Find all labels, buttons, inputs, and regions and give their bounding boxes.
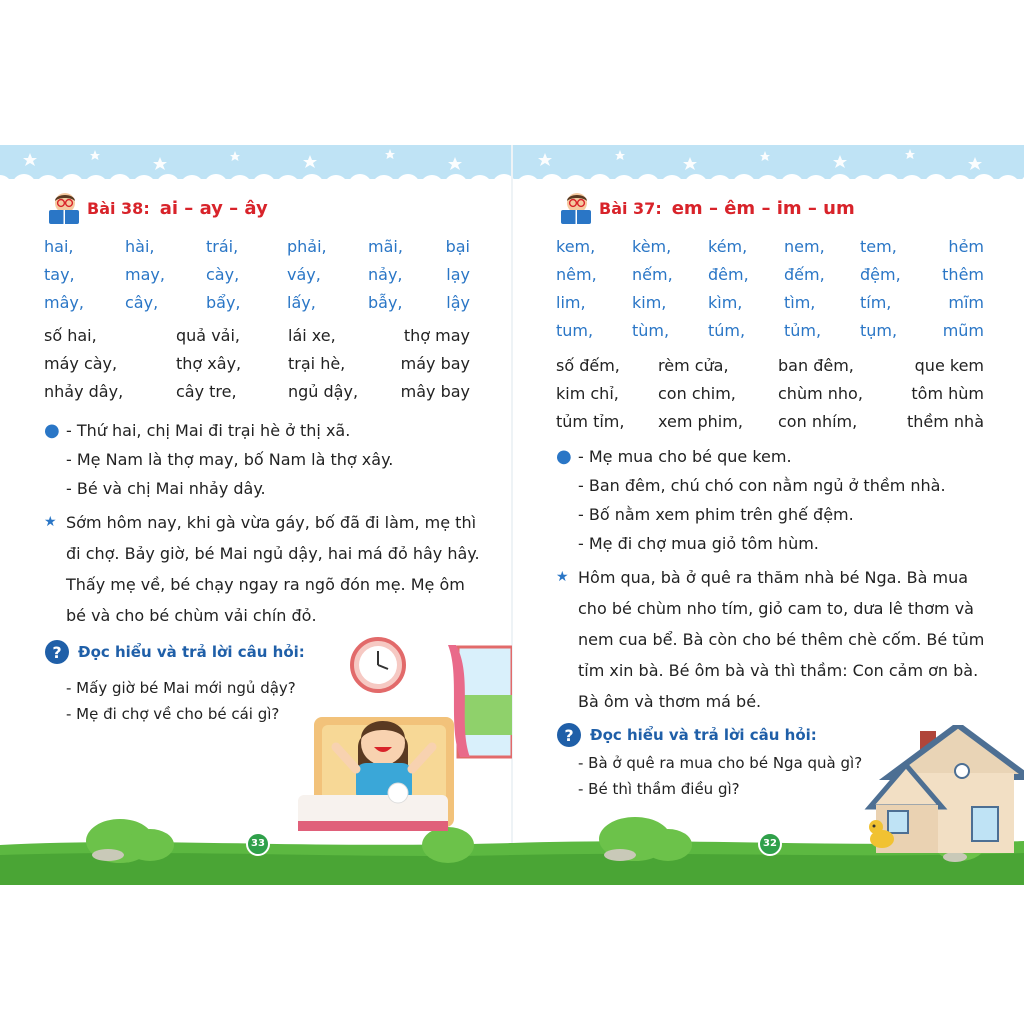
lesson-header [45, 191, 268, 225]
word: túm, [708, 321, 746, 340]
phrase: máy bay [400, 354, 470, 373]
reading-kid-icon [45, 191, 83, 225]
word: nêm, [556, 265, 597, 284]
word: kìm, [708, 293, 743, 312]
question-header [44, 639, 305, 665]
sentence-text: - Thứ hai, chị Mai đi trại hè ở thị xã. [66, 421, 351, 440]
word: tụm, [860, 321, 898, 340]
word: hài, [125, 237, 155, 256]
sentence-list [556, 442, 946, 558]
phrase: trại hè, [288, 354, 346, 373]
word-grid [44, 233, 470, 317]
lesson-number: Bài 38: [87, 198, 150, 218]
word: bẩy, [206, 293, 241, 312]
story-line: tỉm xin bà. Bé ôm bà và thì thầm: Con cảm ơn bà. [578, 661, 979, 680]
question-mark-circle-icon [556, 722, 582, 748]
sentence-item [44, 474, 393, 503]
word: kèm, [632, 237, 672, 256]
sentence-item [44, 445, 393, 474]
question-list [578, 750, 862, 802]
phrase: máy cày, [44, 354, 118, 373]
sentence-item [556, 471, 946, 500]
word: bại [445, 237, 470, 256]
word: tum, [556, 321, 594, 340]
phrase: con chim, [658, 384, 736, 403]
lesson-header [557, 191, 855, 225]
sentence-item [556, 529, 946, 558]
phrase: thợ may [403, 326, 470, 345]
page-number-badge: 32 [758, 832, 782, 856]
word: tùm, [632, 321, 670, 340]
sentence-text: - Mẹ đi chợ mua giỏ tôm hùm. [578, 534, 819, 553]
sentence-text: - Bé và chị Mai nhảy dây. [66, 479, 266, 498]
word: tìm, [784, 293, 816, 312]
word: nem, [784, 237, 825, 256]
word: hẻm [948, 237, 984, 256]
word: thêm [942, 265, 984, 284]
question-list [66, 675, 296, 727]
question-item: - Bà ở quê ra mua cho bé Nga quà gì? [578, 754, 863, 772]
word: tem, [860, 237, 897, 256]
blue-dot-icon: ● [556, 446, 572, 467]
right-page [512, 185, 1002, 875]
phrase: thợ xây, [176, 354, 242, 373]
story-line: nem cua bể. Bà còn cho bé thêm chè cốm. Bé tủm [578, 630, 985, 649]
lesson-sounds: ai – ay – ây [159, 197, 268, 219]
word: mãi, [368, 237, 403, 256]
word: may, [125, 265, 165, 284]
word: mũm [942, 321, 984, 340]
phrase-grid [556, 352, 984, 436]
phrase: thềm nhà [906, 412, 984, 431]
phrase: kim chỉ, [556, 384, 619, 403]
question-item: - Mấy giờ bé Mai mới ngủ dậy? [66, 679, 296, 697]
phrase: xem phim, [658, 412, 743, 431]
phrase: số hai, [44, 326, 97, 345]
phrase: quả vải, [176, 326, 240, 345]
question-mark-circle-icon [44, 639, 70, 665]
word: lậy [446, 293, 470, 312]
lesson-sounds: em – êm – im – um [671, 197, 855, 219]
story-line: Sớm hôm nay, khi gà vừa gáy, bố đã đi làm, mẹ thì [66, 513, 477, 532]
word: đếm, [784, 265, 825, 284]
word: cày, [206, 265, 240, 284]
star-icon: ★ [44, 514, 57, 530]
question-item: - Mẹ đi chợ về cho bé cái gì? [66, 705, 280, 723]
word: lim, [556, 293, 586, 312]
story-paragraph [556, 562, 986, 717]
phrase: số đếm, [556, 356, 620, 375]
sentence-text: - Mẹ Nam là thợ may, bố Nam là thợ xây. [66, 450, 394, 469]
word: mĩm [948, 293, 984, 312]
sentence-text: - Mẹ mua cho bé que kem. [578, 447, 792, 466]
word: mây, [44, 293, 84, 312]
sentence-item [556, 500, 946, 529]
question-header [556, 722, 817, 748]
word: nếm, [632, 265, 673, 284]
word: tủm, [784, 321, 822, 340]
girl-waking-illustration [298, 635, 512, 835]
word: tay, [44, 265, 75, 284]
word: tím, [860, 293, 892, 312]
word: lạy [446, 265, 470, 284]
phrase: rèm cửa, [658, 356, 729, 375]
page-number-badge: 33 [246, 832, 270, 856]
word: đêm, [708, 265, 749, 284]
phrase: cây tre, [176, 382, 237, 401]
story-line: cho bé chùm nho tím, giỏ cam to, dưa lê thơm và [578, 599, 974, 618]
word-grid [556, 233, 984, 345]
phrase: tủm tỉm, [556, 412, 625, 431]
sentence-list [44, 416, 393, 503]
story-line: Bà ôm và thơm má bé. [578, 692, 762, 711]
question-title: Đọc hiểu và trả lời câu hỏi: [590, 726, 817, 744]
sentence-item [44, 416, 393, 445]
word: kem, [556, 237, 596, 256]
svg-text:?: ? [564, 726, 574, 745]
word: nảy, [368, 265, 403, 284]
left-page [0, 185, 490, 875]
phrase: que kem [914, 356, 984, 375]
phrase: ngủ dậy, [288, 382, 359, 401]
question-item: - Bé thì thầm điều gì? [578, 780, 740, 798]
word: kim, [632, 293, 667, 312]
word: cây, [125, 293, 159, 312]
sentence-text: - Bố nằm xem phim trên ghế đệm. [578, 505, 854, 524]
phrase: con nhím, [778, 412, 858, 431]
sentence-text: - Ban đêm, chú chó con nằm ngủ ở thềm nhà. [578, 476, 946, 495]
word: phải, [287, 237, 327, 256]
lesson-number: Bài 37: [599, 198, 662, 218]
question-title: Đọc hiểu và trả lời câu hỏi: [78, 643, 305, 661]
phrase-grid [44, 322, 470, 406]
word: hai, [44, 237, 74, 256]
word: trái, [206, 237, 239, 256]
word: kém, [708, 237, 748, 256]
story-line: Thấy mẹ về, bé chạy ngay ra ngõ đón mẹ. Mẹ ôm [66, 575, 465, 594]
phrase: chùm nho, [778, 384, 863, 403]
phrase: mây bay [400, 382, 470, 401]
story-line: bé và cho bé chùm vải chín đỏ. [66, 606, 317, 625]
word: bẫy, [368, 293, 403, 312]
phrase: lái xe, [288, 326, 336, 345]
word: đệm, [860, 265, 901, 284]
phrase: tôm hùm [911, 384, 984, 403]
star-icon: ★ [556, 569, 569, 585]
word: lấy, [287, 293, 316, 312]
phrase: ban đêm, [778, 356, 854, 375]
house-illustration [862, 725, 1024, 853]
svg-text:?: ? [52, 643, 62, 662]
sentence-item [556, 442, 946, 471]
reading-kid-icon [557, 191, 595, 225]
word: váy, [287, 265, 321, 284]
story-paragraph [44, 507, 480, 631]
story-line: đi chợ. Bảy giờ, bé Mai ngủ dậy, hai má đỏ hây hây. [66, 544, 480, 563]
phrase: nhảy dây, [44, 382, 124, 401]
blue-dot-icon: ● [44, 420, 60, 441]
story-line: Hôm qua, bà ở quê ra thăm nhà bé Nga. Bà mua [578, 568, 969, 587]
